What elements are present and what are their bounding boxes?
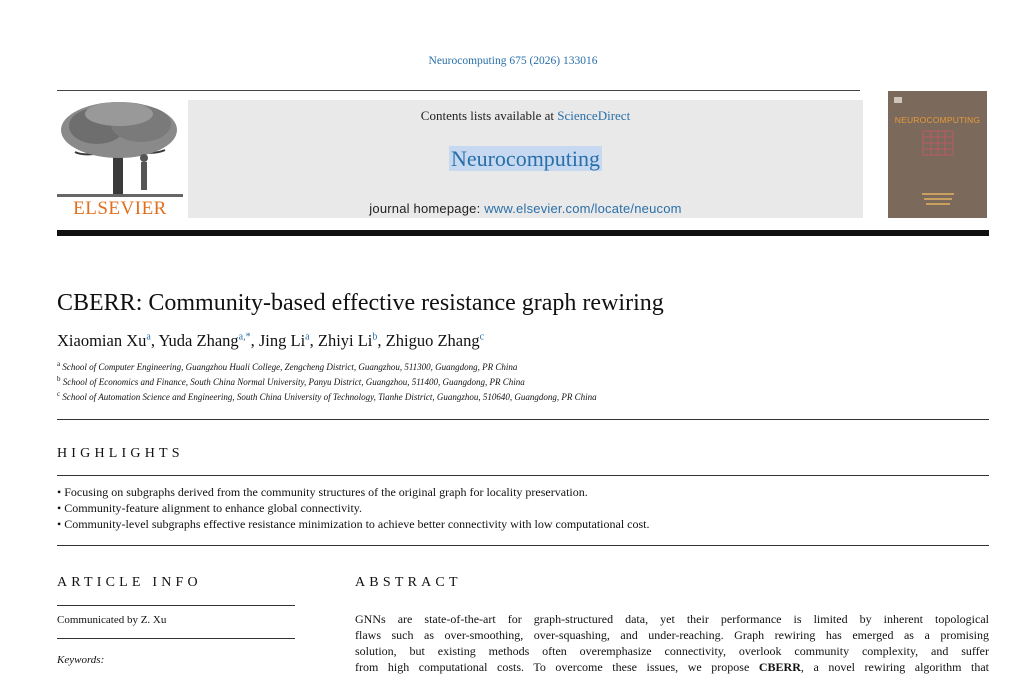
highlight-item: • Community-level subgraphs effective resistance minimization to achieve better connectivity with low computational cost. (57, 517, 650, 531)
highlight-text: Community-feature alignment to enhance global connectivity. (64, 501, 362, 515)
publisher-name: ELSEVIER (73, 198, 167, 219)
author-affiliation-mark[interactable]: a (305, 331, 310, 343)
author-list: Xiaomian Xu$^a$, Yuda Zhang$^{a,*}$, Jing Li$^a$, Zhiyi Li$^b$, Zhiguo Zhang$^c$ (57, 331, 485, 350)
affiliation-mark: c (57, 390, 61, 398)
abstract-line (355, 660, 989, 675)
affiliation (57, 360, 517, 372)
elsevier-tree-icon (57, 100, 183, 198)
homepage-prefix: journal homepage: (369, 201, 485, 216)
communicated-by: Communicated by Z. Xu (57, 614, 167, 626)
contents-prefix: Contents lists available at (420, 108, 558, 123)
author-name[interactable]: Zhiguo Zhang (385, 331, 480, 350)
affiliation (57, 390, 597, 402)
journal-citation[interactable]: Neurocomputing 675 (2026) 133016 (428, 55, 598, 67)
highlights-heading: HIGHLIGHTS (57, 446, 184, 461)
affiliation-mark: a (57, 360, 61, 368)
highlight-text: Community-level subgraphs effective resistance minimization to achieve better connectivity with low computational cost. (64, 517, 650, 531)
journal-title[interactable] (188, 146, 863, 172)
elsevier-logo (57, 100, 183, 220)
author-affiliation-mark[interactable]: b (372, 331, 378, 343)
abstract-text: , a novel rewiring algorithm that (800, 660, 989, 674)
sciencedirect-link[interactable]: ScienceDirect (557, 108, 631, 123)
header-thick-rule (57, 230, 989, 236)
affiliation-text: School of Automation Science and Engineering, South China University of Technology, Tianhe District, Guangzhou, 510640, Guangdong, PR China (62, 392, 597, 402)
affiliation (57, 375, 525, 387)
section-divider (57, 419, 989, 420)
author-affiliation-mark[interactable]: c (479, 331, 485, 343)
abstract-text: from high computational costs. To overcome these issues, we propose (355, 660, 759, 674)
highlight-text: Focusing on subgraphs derived from the community structures of the original graph for locality preservation. (64, 485, 588, 499)
keywords-label: Keywords: (57, 654, 105, 666)
affiliation-mark: b (57, 375, 61, 383)
article-info-rule (57, 605, 295, 606)
author-name[interactable]: Jing Li (258, 331, 306, 350)
highlight-item: • Focusing on subgraphs derived from the community structures of the original graph for locality preservation. (57, 485, 588, 499)
author-name[interactable]: Zhiyi Li (317, 331, 373, 350)
author-affiliation-mark[interactable]: a (146, 331, 151, 343)
affiliation-text: School of Computer Engineering, Guangzhou Huali College, Zengcheng District, Guangzhou, 511300, Guangdong, PR China (62, 362, 518, 372)
journal-name: Neurocomputing (450, 146, 601, 171)
highlights-rule (57, 475, 989, 476)
author-name[interactable]: Yuda Zhang (158, 331, 239, 350)
journal-cover-thumbnail[interactable] (888, 91, 987, 218)
abstract-heading: ABSTRACT (355, 575, 462, 590)
article-info-rule (57, 638, 295, 639)
cover-art-icon (888, 91, 987, 218)
journal-homepage (188, 201, 863, 216)
paper-title: CBERR: Community-based effective resistance graph rewiring (57, 290, 664, 316)
author-affiliation-mark[interactable]: a,* (238, 331, 251, 343)
contents-line (188, 108, 863, 124)
homepage-link[interactable]: www.elsevier.com/locate/neucom (484, 201, 682, 216)
article-info-heading: ARTICLE INFO (57, 575, 202, 590)
abstract-line: flaws such as over-smoothing, over-squashing, and under-reaching. Graph rewiring has emerged as a promising (355, 628, 989, 642)
method-name: CBERR (758, 660, 801, 674)
cover-title: NEUROCOMPUTING (894, 115, 981, 125)
abstract-line: solution, but existing methods often overemphasize connectivity, overlook community complexity, and suffer (355, 644, 989, 658)
abstract-line: GNNs are state-of-the-art for graph-structured data, yet their performance is limited by inherent topological (355, 612, 989, 626)
header-top-rule (57, 90, 860, 91)
author-name[interactable]: Xiaomian Xu (57, 331, 147, 350)
section-divider (57, 545, 989, 546)
affiliation-text: School of Economics and Finance, South China Normal University, Panyu District, Guangzhou, 511400, Guangdong, PR China (62, 377, 525, 387)
highlight-item: • Community-feature alignment to enhance global connectivity. (57, 501, 362, 515)
